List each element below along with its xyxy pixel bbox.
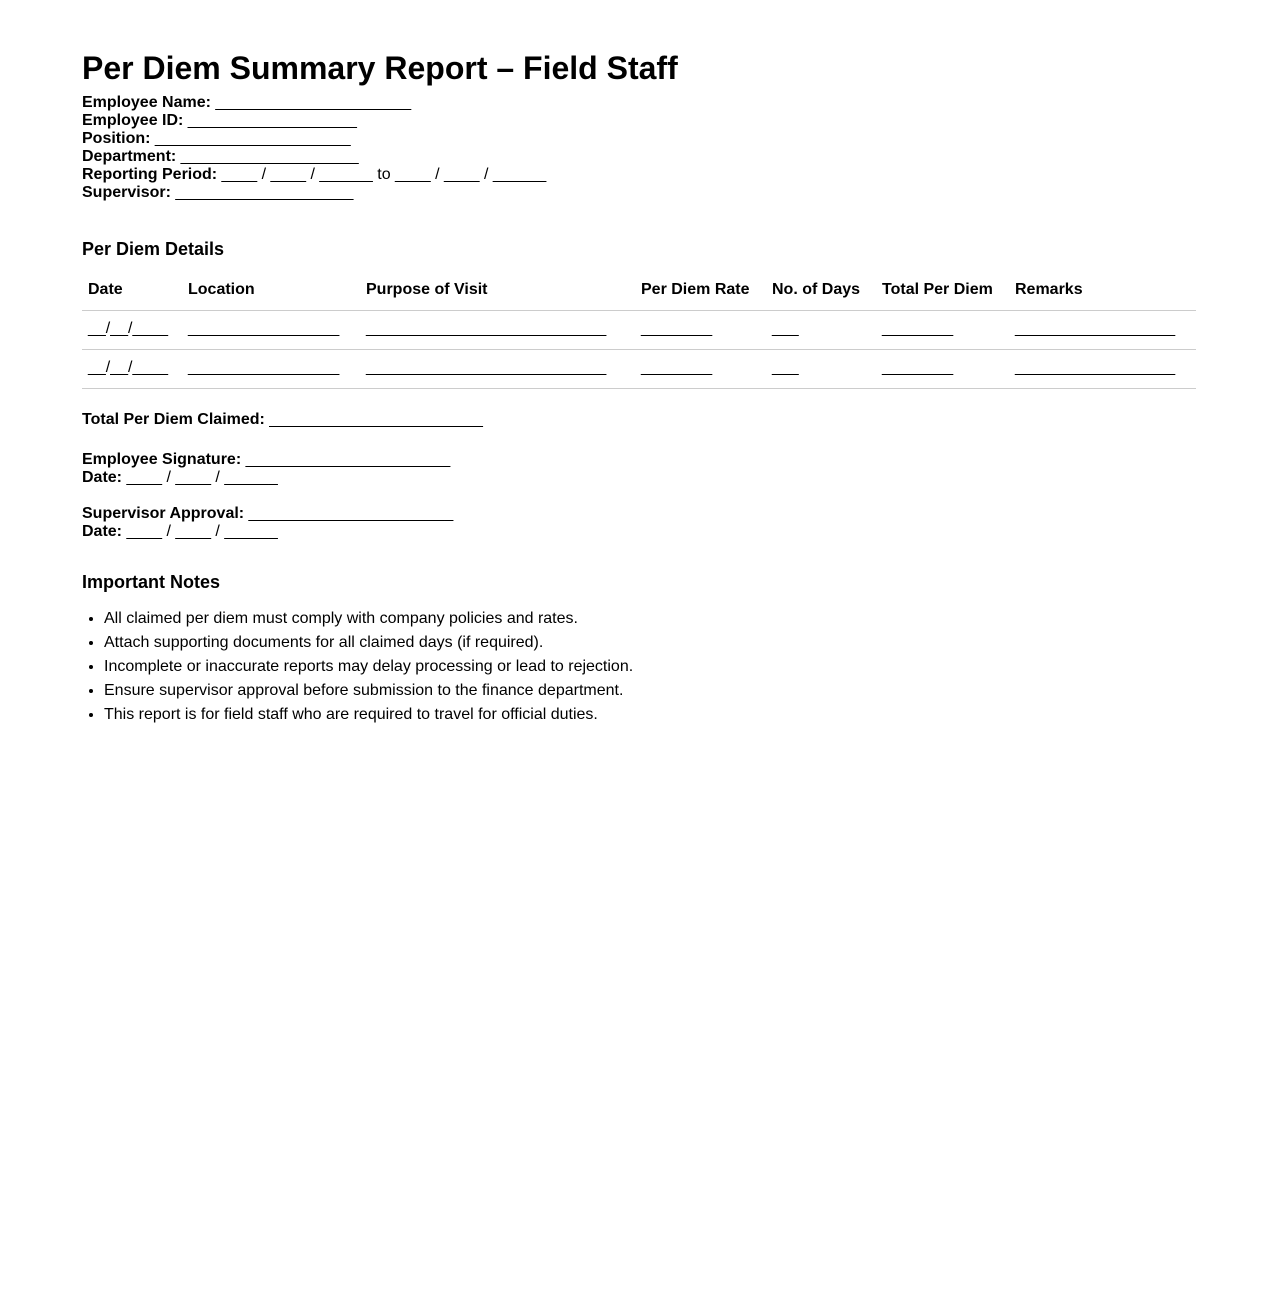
list-item: • All claimed per diem must comply with company policies and rates. (104, 607, 1196, 631)
employee-date-blank[interactable]: ____ / ____ / ______ (122, 469, 278, 486)
position-line (82, 130, 1196, 148)
column-header-total: Total Per Diem (876, 280, 1009, 311)
list-item: • Incomplete or inaccurate reports may delay processing or lead to rejection. (104, 655, 1196, 679)
cell-location[interactable]: _________________ (182, 311, 360, 350)
per-diem-details-section (82, 238, 1196, 389)
cell-remarks[interactable]: __________________ (1009, 350, 1196, 389)
employee-signature-line (82, 451, 1196, 469)
cell-total[interactable]: ________ (876, 311, 1009, 350)
cell-purpose[interactable]: ___________________________ (360, 311, 635, 350)
column-header-location: Location (182, 280, 360, 311)
per-diem-table (82, 280, 1196, 389)
cell-purpose[interactable]: ___________________________ (360, 350, 635, 389)
employee-date-line (82, 469, 1196, 487)
employee-info (82, 94, 1196, 202)
supervisor-date-blank[interactable]: ____ / ____ / ______ (122, 523, 278, 540)
employee-signature-blank[interactable]: _______________________ (241, 451, 451, 468)
position-blank[interactable]: ______________________ (150, 130, 351, 147)
report-page (82, 48, 1196, 727)
employee-name-label: Employee Name: (82, 94, 211, 111)
column-header-rate: Per Diem Rate (635, 280, 766, 311)
notes-heading: Important Notes (82, 572, 221, 592)
supervisor-line (82, 184, 1196, 202)
supervisor-approval-block (82, 505, 1196, 541)
table-row (82, 350, 1196, 389)
cell-date[interactable]: __/__/____ (82, 350, 182, 389)
supervisor-approval-line (82, 505, 1196, 523)
details-heading: Per Diem Details (82, 239, 225, 259)
list-item: • Ensure supervisor approval before submission to the finance department. (104, 679, 1196, 703)
cell-days[interactable]: ___ (766, 350, 876, 389)
employee-id-label: Employee ID: (82, 112, 184, 129)
employee-name-line (82, 94, 1196, 112)
cell-rate[interactable]: ________ (635, 350, 766, 389)
position-label: Position: (82, 130, 151, 147)
cell-date[interactable]: __/__/____ (82, 311, 182, 350)
column-header-purpose: Purpose of Visit (360, 280, 635, 311)
employee-name-blank[interactable]: ______________________ (210, 94, 412, 111)
table-row (82, 311, 1196, 350)
department-label: Department: (82, 148, 177, 165)
list-item: • Attach supporting documents for all claimed days (if required). (104, 631, 1196, 655)
column-header-date: Date (82, 280, 182, 311)
notes-list (82, 607, 1196, 727)
supervisor-approval-blank[interactable]: _______________________ (244, 505, 454, 522)
column-header-remarks: Remarks (1009, 280, 1196, 311)
supervisor-blank[interactable]: ____________________ (170, 184, 354, 201)
employee-signature-label: Employee Signature: (82, 451, 242, 468)
cell-location[interactable]: _________________ (182, 350, 360, 389)
reporting-period-blank[interactable]: ____ / ____ / ______ to ____ / ____ / ______ (217, 166, 547, 183)
department-line (82, 148, 1196, 166)
employee-signature-block (82, 451, 1196, 487)
table-header-row (82, 280, 1196, 311)
cell-rate[interactable]: ________ (635, 311, 766, 350)
cell-remarks[interactable]: __________________ (1009, 311, 1196, 350)
supervisor-date-line (82, 523, 1196, 541)
cell-total[interactable]: ________ (876, 350, 1009, 389)
employee-date-label: Date: (82, 469, 123, 486)
reporting-period-line (82, 166, 1196, 184)
department-blank[interactable]: ____________________ (176, 148, 359, 165)
page-title: Per Diem Summary Report – Field Staff (82, 50, 678, 86)
total-claimed-line (82, 411, 1196, 429)
supervisor-label: Supervisor: (82, 184, 171, 201)
list-item: • This report is for field staff who are required to travel for official duties. (104, 703, 1196, 727)
column-header-days: No. of Days (766, 280, 876, 311)
total-claimed-blank[interactable]: ________________________ (264, 411, 483, 428)
employee-id-line (82, 112, 1196, 130)
reporting-period-label: Reporting Period: (82, 166, 218, 183)
supervisor-date-label: Date: (82, 523, 123, 540)
total-claimed-label: Total Per Diem Claimed: (82, 411, 265, 428)
supervisor-approval-label: Supervisor Approval: (82, 505, 245, 522)
employee-id-blank[interactable]: ___________________ (183, 112, 357, 129)
cell-days[interactable]: ___ (766, 311, 876, 350)
